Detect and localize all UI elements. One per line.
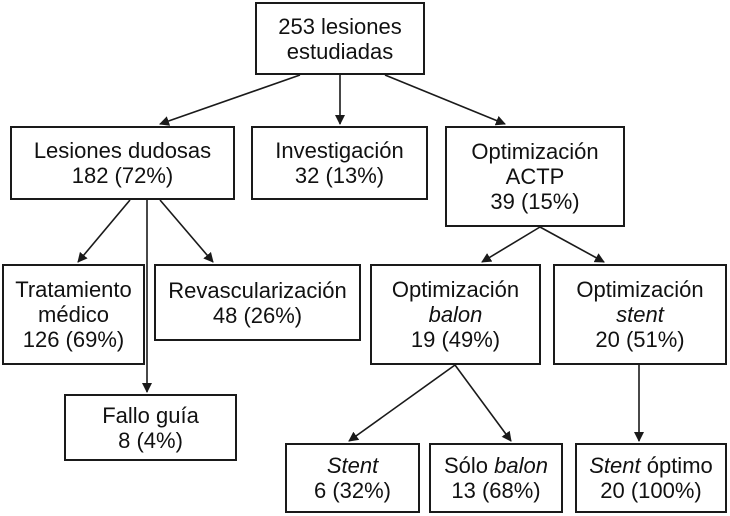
investigacion-label: Investigación xyxy=(275,138,404,163)
dudosas-value: 182 (72%) xyxy=(71,163,174,188)
root-line2: estudiadas xyxy=(286,38,394,64)
opt-stent-line2: stent xyxy=(616,302,664,327)
solo-balon-label: balon xyxy=(494,453,548,478)
tratamiento-line1: Tratamiento xyxy=(15,277,132,302)
arrow-root-to-actp xyxy=(385,75,505,124)
tratamiento-medico-node xyxy=(2,264,145,365)
optimizacion-stent-node xyxy=(553,264,727,365)
tratamiento-line2: médico xyxy=(38,302,109,327)
arrow-balon-to-stent xyxy=(349,365,455,441)
fallo-guia-value: 8 (4%) xyxy=(118,427,183,453)
stent-label: Stent xyxy=(326,453,379,478)
arrow-dudosas-to-tratamiento xyxy=(78,200,130,262)
root-line1: 253 lesiones xyxy=(278,13,402,39)
revascularizacion-label: Revascularización xyxy=(168,277,347,303)
actp-value: 39 (15%) xyxy=(490,189,580,214)
arrow-actp-to-opt-stent xyxy=(540,227,604,262)
stent-value: 6 (32%) xyxy=(313,478,392,503)
revascularizacion-node xyxy=(154,264,361,341)
solo-balon-node xyxy=(429,443,563,513)
tratamiento-value: 126 (69%) xyxy=(22,327,125,352)
stent-node xyxy=(285,443,420,513)
revascularizacion-value: 48 (26%) xyxy=(212,302,303,328)
root-node xyxy=(255,2,425,75)
opt-stent-value: 20 (51%) xyxy=(595,327,685,352)
arrow-root-to-dudosas xyxy=(160,75,300,124)
opt-balon-line2: balon xyxy=(428,302,483,327)
fallo-guia-label: Fallo guía xyxy=(102,402,199,428)
solo-balon-prefix: Sólo xyxy=(443,453,489,478)
stent-optimo-value: 20 (100%) xyxy=(600,478,702,503)
optimizacion-balon-node xyxy=(370,264,541,365)
stent-optimo-node xyxy=(575,443,727,513)
actp-line1: Optimización xyxy=(471,139,599,164)
stent-optimo-label: Stent xyxy=(589,453,641,478)
stent-optimo-label-row xyxy=(589,453,713,478)
opt-balon-value: 19 (49%) xyxy=(410,327,501,352)
opt-stent-line1: Optimización xyxy=(576,277,704,302)
opt-balon-line1: Optimización xyxy=(391,277,520,302)
arrow-balon-to-solo-balon xyxy=(455,365,511,441)
fallo-guia-node xyxy=(64,394,237,461)
stent-optimo-suffix: óptimo xyxy=(646,453,713,478)
investigacion-value: 32 (13%) xyxy=(294,163,385,188)
actp-line2: ACTP xyxy=(505,164,565,189)
arrow-dudosas-to-revascularizacion xyxy=(160,200,213,262)
arrow-actp-to-opt-balon xyxy=(482,227,540,262)
lesiones-dudosas-node xyxy=(10,126,235,200)
solo-balon-value: 13 (68%) xyxy=(451,478,541,503)
dudosas-label: Lesiones dudosas xyxy=(33,138,212,163)
optimizacion-actp-node xyxy=(445,126,625,227)
investigacion-node xyxy=(251,126,428,200)
solo-balon-label-row xyxy=(444,453,548,478)
